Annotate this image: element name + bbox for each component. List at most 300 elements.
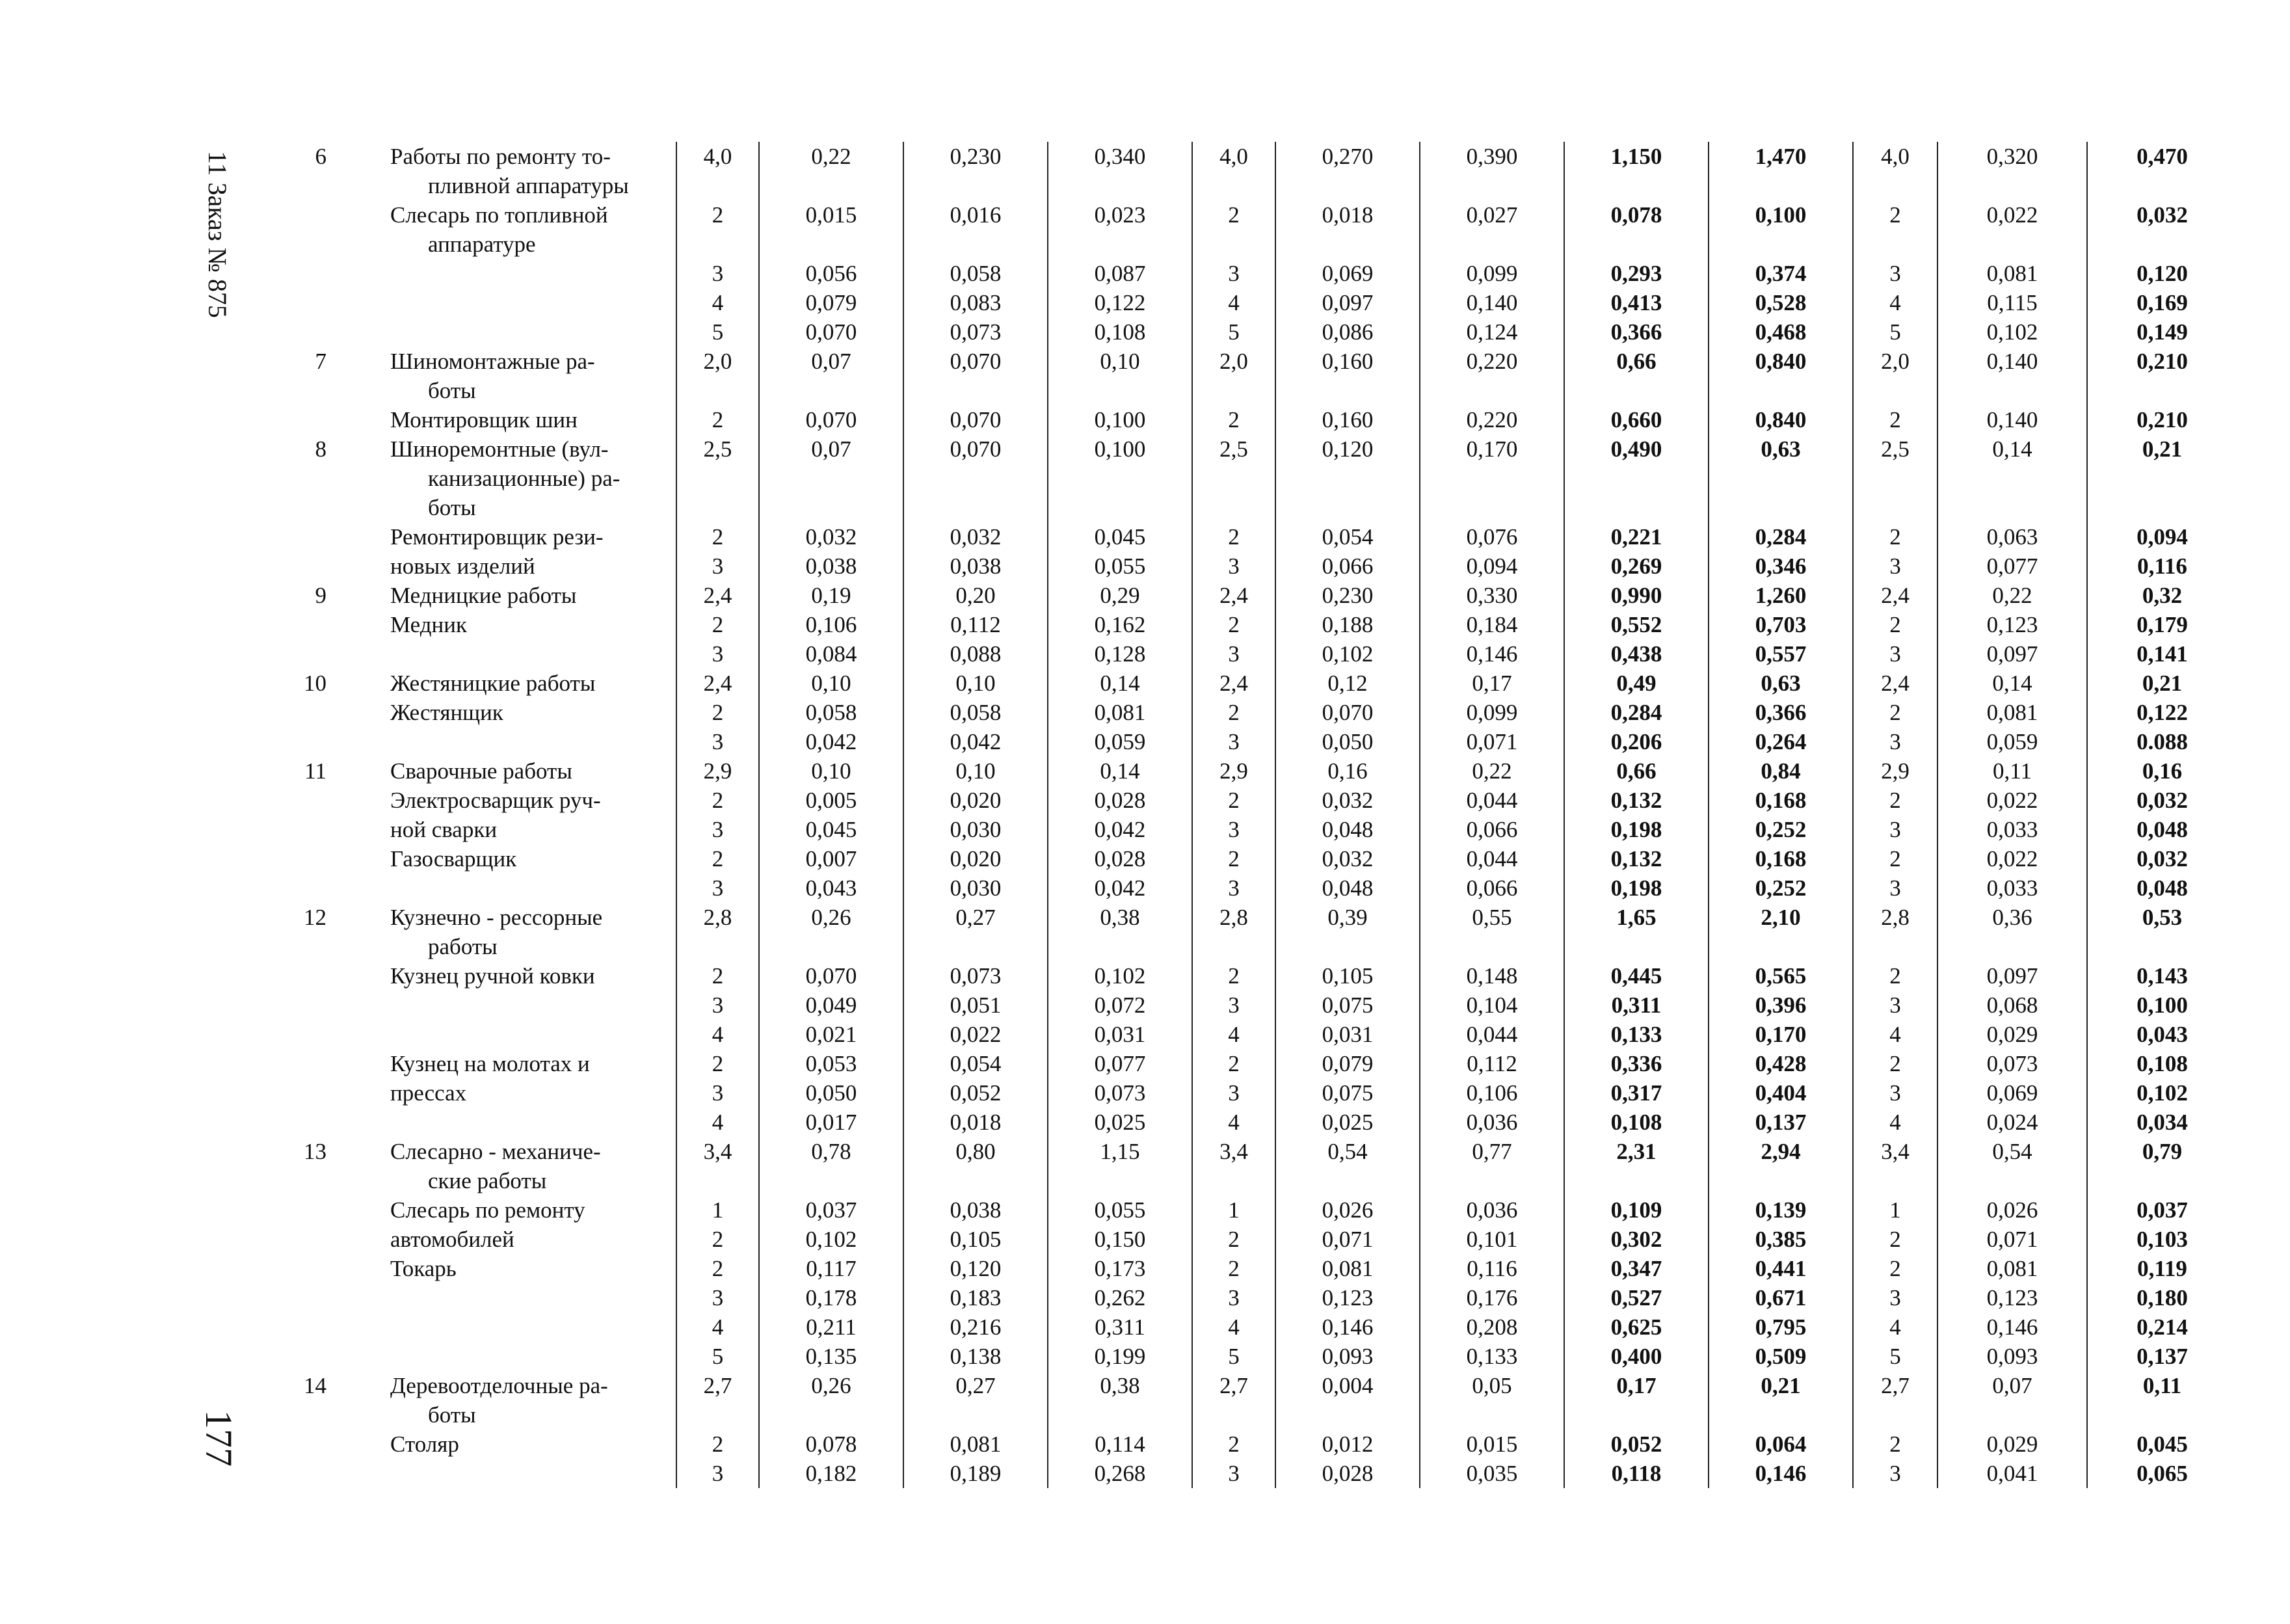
table-row	[293, 1342, 2237, 1371]
work-label	[364, 405, 676, 434]
value-cell: 3	[1192, 873, 1275, 903]
value-cell: 0,032	[903, 522, 1048, 552]
label-line: Шиноремонтные (вул-	[390, 436, 609, 462]
row-number	[293, 1108, 364, 1137]
value-cell: 0,066	[1275, 552, 1420, 581]
label-line: Жестяницкие работы	[390, 671, 596, 696]
value-cell: 2,0	[676, 347, 759, 405]
label-line: Токарь	[390, 1256, 457, 1281]
work-label	[364, 1225, 676, 1254]
value-cell: 0,270	[1275, 142, 1420, 200]
value-cell: 0,053	[759, 1049, 903, 1078]
value-cell: 0,066	[1420, 815, 1564, 844]
value-cell: 0,044	[1420, 1020, 1564, 1049]
value-cell: 0,347	[1564, 1254, 1709, 1283]
value-cell: 0,671	[1709, 1283, 1853, 1312]
value-cell: 0,199	[1048, 1342, 1192, 1371]
value-cell: 0,230	[1275, 581, 1420, 610]
value-cell: 2	[1853, 522, 1937, 552]
value-cell: 3	[676, 1459, 759, 1488]
value-cell: 3	[676, 815, 759, 844]
value-cell: 0,020	[903, 786, 1048, 815]
value-cell: 0,102	[1048, 961, 1192, 991]
value-cell: 0,116	[2137, 553, 2187, 579]
row-number	[293, 1049, 364, 1078]
value-cell: 0,39	[1275, 903, 1420, 961]
work-label	[364, 991, 676, 1020]
work-label	[364, 434, 676, 522]
label-line: работы	[428, 934, 498, 959]
value-cell: 0,032	[2137, 788, 2188, 813]
value-cell: 3	[1853, 552, 1937, 581]
table-row	[293, 1430, 2237, 1459]
value-cell: 2	[1192, 405, 1275, 434]
value-cell: 3	[1192, 991, 1275, 1020]
value-cell: 0,042	[1048, 815, 1192, 844]
value-cell: 0,022	[903, 1020, 1048, 1049]
value-cell: 3	[676, 873, 759, 903]
value-cell: 0,262	[1048, 1283, 1192, 1312]
value-cell: 0,840	[1709, 347, 1853, 405]
value-cell: 0,78	[759, 1137, 903, 1195]
value-cell: 0,124	[1420, 317, 1564, 347]
value-cell: 0,078	[1564, 200, 1709, 259]
value-cell: 0,097	[1937, 639, 2087, 669]
value-cell: 0,293	[1564, 259, 1709, 288]
value-cell: 0,05	[1420, 1371, 1564, 1430]
value-cell: 3,4	[1192, 1137, 1275, 1195]
table-row	[293, 961, 2237, 991]
value-cell: 2	[1853, 1225, 1937, 1254]
value-cell: 0,052	[903, 1078, 1048, 1108]
value-cell: 0,19	[759, 581, 903, 610]
value-cell: 0,102	[1275, 639, 1420, 669]
value-cell: 0,336	[1564, 1049, 1709, 1078]
value-cell: 0,150	[1048, 1225, 1192, 1254]
value-cell: 0,490	[1564, 434, 1709, 522]
value-cell: 0,106	[1420, 1078, 1564, 1108]
value-cell: 0,160	[1275, 347, 1420, 405]
value-cell: 3	[1192, 727, 1275, 756]
value-cell: 0,042	[1048, 873, 1192, 903]
row-number: 10	[304, 671, 326, 696]
value-cell: 1	[676, 1195, 759, 1225]
value-cell: 0,083	[903, 288, 1048, 317]
label-line: боты	[428, 378, 476, 403]
label-line: Работы по ремонту то-	[390, 144, 611, 169]
work-label	[364, 1459, 676, 1488]
value-cell: 0,366	[1709, 698, 1853, 727]
label-line: пливной аппаратуры	[428, 173, 629, 198]
value-cell: 0,183	[903, 1283, 1048, 1312]
value-cell: 2,9	[1192, 756, 1275, 786]
label-line: Кузнец на молотах и	[390, 1051, 590, 1076]
value-cell: 0,108	[1564, 1108, 1709, 1137]
value-cell: 0,037	[2137, 1197, 2188, 1223]
work-label	[364, 288, 676, 317]
label-line	[390, 727, 659, 756]
value-cell: 0,269	[1564, 552, 1709, 581]
value-cell: 0,14	[1937, 669, 2087, 698]
value-cell: 0,081	[1048, 698, 1192, 727]
value-cell: 0,072	[1048, 991, 1192, 1020]
label-line	[390, 1342, 659, 1371]
value-cell: 3	[1853, 259, 1937, 288]
value-cell: 0,366	[1564, 317, 1709, 347]
value-cell: 0,268	[1048, 1459, 1192, 1488]
table-row	[293, 347, 2237, 405]
value-cell: 0,11	[1937, 756, 2087, 786]
value-cell: 3	[1853, 815, 1937, 844]
value-cell: 2	[676, 1254, 759, 1283]
value-cell: 0,108	[2137, 1051, 2188, 1076]
value-cell: 0,073	[1048, 1078, 1192, 1108]
value-cell: 0,044	[1420, 786, 1564, 815]
value-cell: 0,087	[1048, 259, 1192, 288]
value-cell: 0,252	[1709, 873, 1853, 903]
value-cell: 0,038	[903, 552, 1048, 581]
value-cell: 0,045	[1048, 522, 1192, 552]
value-cell: 0,840	[1709, 405, 1853, 434]
value-cell: 0,100	[2137, 992, 2188, 1018]
value-cell: 0,374	[1709, 259, 1853, 288]
value-cell: 0,032	[2137, 846, 2188, 872]
value-cell: 0,11	[2142, 1373, 2182, 1398]
value-cell: 2	[1192, 200, 1275, 259]
value-cell: 3	[1853, 991, 1937, 1020]
value-cell: 0,16	[1275, 756, 1420, 786]
value-cell: 0,625	[1564, 1312, 1709, 1342]
value-cell: 3	[1853, 727, 1937, 756]
value-cell: 0,214	[2137, 1314, 2188, 1340]
value-cell: 0,385	[1709, 1225, 1853, 1254]
value-cell: 0,031	[1048, 1020, 1192, 1049]
work-label	[364, 1430, 676, 1459]
table-row	[293, 142, 2237, 200]
value-cell: 0,094	[1420, 552, 1564, 581]
value-cell: 0,033	[1937, 815, 2087, 844]
value-cell: 0,230	[903, 142, 1048, 200]
value-cell: 4	[1853, 1108, 1937, 1137]
value-cell: 2	[676, 786, 759, 815]
value-cell: 0,097	[1937, 961, 2087, 991]
value-cell: 3	[676, 552, 759, 581]
value-cell: 3	[1192, 639, 1275, 669]
value-cell: 0,102	[1937, 317, 2087, 347]
value-cell: 1	[1192, 1195, 1275, 1225]
value-cell: 0,22	[759, 142, 903, 200]
table-row	[293, 991, 2237, 1020]
value-cell: 0,055	[1048, 1195, 1192, 1225]
value-cell: 0,105	[1275, 961, 1420, 991]
value-cell: 2,4	[1853, 669, 1937, 698]
value-cell: 4	[1192, 288, 1275, 317]
value-cell: 0,070	[903, 434, 1048, 522]
label-line	[390, 1459, 659, 1488]
label-line: Медник	[390, 612, 468, 637]
table-row	[293, 669, 2237, 698]
value-cell: 2	[676, 961, 759, 991]
value-cell: 0,445	[1564, 961, 1709, 991]
value-cell: 4	[1853, 288, 1937, 317]
norms-table	[293, 142, 2237, 1488]
value-cell: 0,036	[1420, 1195, 1564, 1225]
value-cell: 0,069	[1275, 259, 1420, 288]
value-cell: 4,0	[1192, 142, 1275, 200]
label-line: Электросварщик руч-	[390, 788, 601, 813]
value-cell: 0,21	[2142, 436, 2183, 462]
value-cell: 0,064	[1709, 1430, 1853, 1459]
label-line: Монтировщик шин	[390, 407, 578, 433]
value-cell: 0,162	[1048, 610, 1192, 639]
value-cell: 3	[1853, 1078, 1937, 1108]
value-cell: 1,15	[1048, 1137, 1192, 1195]
value-cell: 0,138	[903, 1342, 1048, 1371]
value-cell: 0,340	[1048, 142, 1192, 200]
value-cell: 2	[1853, 200, 1937, 259]
value-cell: 0,311	[1564, 991, 1709, 1020]
value-cell: 0,018	[1275, 200, 1420, 259]
value-cell: 2,94	[1709, 1137, 1853, 1195]
value-cell: 2	[1853, 698, 1937, 727]
value-cell: 0,069	[1937, 1078, 2087, 1108]
value-cell: 0,030	[903, 873, 1048, 903]
value-cell: 0,120	[903, 1254, 1048, 1283]
value-cell: 4	[1853, 1020, 1937, 1049]
value-cell: 0,030	[903, 815, 1048, 844]
value-cell: 3	[1853, 1459, 1937, 1488]
table-row	[293, 317, 2237, 347]
value-cell: 2	[1192, 1225, 1275, 1254]
row-number: 11	[304, 758, 326, 784]
value-cell: 0,104	[1420, 991, 1564, 1020]
value-cell: 0,132	[1564, 844, 1709, 873]
value-cell: 0,198	[1564, 873, 1709, 903]
value-cell: 0,063	[1937, 522, 2087, 552]
value-cell: 3	[676, 639, 759, 669]
value-cell: 0,509	[1709, 1342, 1853, 1371]
value-cell: 0,066	[1420, 873, 1564, 903]
value-cell: 0,10	[759, 669, 903, 698]
value-cell: 0,032	[1275, 786, 1420, 815]
value-cell: 0,400	[1564, 1342, 1709, 1371]
value-cell: 0,050	[759, 1078, 903, 1108]
value-cell: 0,079	[1275, 1049, 1420, 1078]
value-cell: 1,470	[1709, 142, 1853, 200]
value-cell: 0,10	[903, 756, 1048, 786]
value-cell: 5	[1853, 1342, 1937, 1371]
value-cell: 2	[1192, 610, 1275, 639]
work-label	[364, 756, 676, 786]
value-cell: 3,4	[1853, 1137, 1937, 1195]
value-cell: 0,428	[1709, 1049, 1853, 1078]
value-cell: 0,120	[2137, 261, 2188, 286]
value-cell: 2	[676, 1430, 759, 1459]
value-cell: 0,10	[903, 669, 1048, 698]
label-line: Слесарно - механиче-	[390, 1139, 601, 1164]
value-cell: 0,140	[1420, 288, 1564, 317]
value-cell: 2,4	[1192, 669, 1275, 698]
value-cell: 0,32	[2142, 583, 2183, 608]
value-cell: 2	[1192, 1254, 1275, 1283]
value-cell: 0,128	[1048, 639, 1192, 669]
value-cell: 0,146	[1275, 1312, 1420, 1342]
table-row	[293, 1078, 2237, 1108]
row-number	[293, 610, 364, 639]
value-cell: 0,14	[1048, 669, 1192, 698]
value-cell: 0,21	[1709, 1371, 1853, 1430]
row-number	[293, 1430, 364, 1459]
value-cell: 4	[676, 1108, 759, 1137]
value-cell: 0,22	[1937, 581, 2087, 610]
value-cell: 0,028	[1048, 786, 1192, 815]
value-cell: 0,179	[2137, 612, 2188, 637]
value-cell: 0,63	[1709, 434, 1853, 522]
value-cell: 2	[1192, 786, 1275, 815]
table-row	[293, 1312, 2237, 1342]
row-number	[293, 288, 364, 317]
value-cell: 0,84	[1709, 756, 1853, 786]
value-cell: 4	[676, 288, 759, 317]
value-cell: 0,086	[1275, 317, 1420, 347]
value-cell: 0,065	[2137, 1461, 2188, 1486]
value-cell: 0,990	[1564, 581, 1709, 610]
value-cell: 0,042	[759, 727, 903, 756]
row-number: 12	[304, 905, 326, 930]
table-row	[293, 1254, 2237, 1283]
value-cell: 2	[1192, 1049, 1275, 1078]
value-cell: 0,026	[1275, 1195, 1420, 1225]
table-row	[293, 552, 2237, 581]
value-cell: 0,022	[1937, 844, 2087, 873]
value-cell: 0,058	[903, 698, 1048, 727]
work-label	[364, 669, 676, 698]
value-cell: 0,071	[1275, 1225, 1420, 1254]
value-cell: 0,133	[1564, 1020, 1709, 1049]
value-cell: 0,77	[1420, 1137, 1564, 1195]
value-cell: 3	[676, 991, 759, 1020]
value-cell: 0,033	[1937, 873, 2087, 903]
value-cell: 0,025	[1275, 1108, 1420, 1137]
value-cell: 0,081	[1937, 259, 2087, 288]
value-cell: 0,084	[759, 639, 903, 669]
value-cell: 3	[676, 259, 759, 288]
value-cell: 0,143	[2137, 963, 2188, 989]
table-row	[293, 259, 2237, 288]
value-cell: 0,081	[1937, 1254, 2087, 1283]
work-label	[364, 259, 676, 288]
value-cell: 0,133	[1420, 1342, 1564, 1371]
value-cell: 0,054	[1275, 522, 1420, 552]
value-cell: 0,007	[759, 844, 903, 873]
work-label	[364, 844, 676, 873]
value-cell: 2,7	[1192, 1371, 1275, 1430]
value-cell: 0,132	[1564, 786, 1709, 815]
value-cell: 0,07	[759, 434, 903, 522]
value-cell: 0,54	[1937, 1137, 2087, 1195]
work-label	[364, 727, 676, 756]
value-cell: 0,252	[1709, 815, 1853, 844]
value-cell: 3	[1192, 1283, 1275, 1312]
row-number	[293, 991, 364, 1020]
value-cell: 2	[676, 844, 759, 873]
value-cell: 2	[1853, 1049, 1937, 1078]
row-number	[293, 815, 364, 844]
value-cell: 4	[1192, 1108, 1275, 1137]
value-cell: 2,9	[676, 756, 759, 786]
value-cell: 0,016	[903, 200, 1048, 259]
row-number: 8	[315, 436, 326, 462]
value-cell: 0,048	[1275, 815, 1420, 844]
value-cell: 4,0	[1853, 142, 1937, 200]
value-cell: 0,032	[2137, 202, 2188, 228]
work-label	[364, 1020, 676, 1049]
row-number	[293, 1342, 364, 1371]
label-line: ские работы	[428, 1168, 547, 1193]
label-line: Шиномонтажные ра-	[390, 349, 595, 374]
label-line: ной сварки	[390, 817, 498, 842]
work-label	[364, 786, 676, 815]
table-row	[293, 434, 2237, 522]
value-cell: 0,16	[2142, 758, 2183, 784]
value-cell: 0,66	[1564, 756, 1709, 786]
value-cell: 0,413	[1564, 288, 1709, 317]
value-cell: 0,004	[1275, 1371, 1420, 1430]
value-cell: 0,557	[1709, 639, 1853, 669]
value-cell: 0,005	[759, 786, 903, 815]
value-cell: 4	[1853, 1312, 1937, 1342]
work-label	[364, 522, 676, 552]
label-line: канизационные) ра-	[428, 466, 620, 491]
value-cell: 0,54	[1275, 1137, 1420, 1195]
value-cell: 0,198	[1564, 815, 1709, 844]
value-cell: 0,071	[1420, 727, 1564, 756]
work-label	[364, 815, 676, 844]
table-row	[293, 1108, 2237, 1137]
label-line: новых изделий	[390, 553, 535, 579]
value-cell: 2	[1853, 786, 1937, 815]
value-cell: 0,071	[1937, 1225, 2087, 1254]
value-cell: 0,26	[759, 1371, 903, 1430]
value-cell: 0,07	[759, 347, 903, 405]
value-cell: 0,070	[1275, 698, 1420, 727]
value-cell: 0,27	[903, 1371, 1048, 1430]
row-number	[293, 1020, 364, 1049]
value-cell: 0,020	[903, 844, 1048, 873]
table-row	[293, 639, 2237, 669]
value-cell: 0,059	[1048, 727, 1192, 756]
value-cell: 0,149	[2137, 319, 2188, 345]
value-cell: 0,027	[1420, 200, 1564, 259]
value-cell: 0,208	[1420, 1312, 1564, 1342]
table-row	[293, 288, 2237, 317]
value-cell: 2	[676, 405, 759, 434]
value-cell: 0,048	[2137, 875, 2188, 901]
value-cell: 0,078	[759, 1430, 903, 1459]
value-cell: 0,182	[759, 1459, 903, 1488]
value-cell: 2,8	[1853, 903, 1937, 961]
value-cell: 0,017	[759, 1108, 903, 1137]
label-line: автомобилей	[390, 1227, 514, 1252]
value-cell: 3	[1192, 259, 1275, 288]
value-cell: 0,17	[1420, 669, 1564, 698]
label-line	[390, 1020, 659, 1049]
value-cell: 0,189	[903, 1459, 1048, 1488]
label-line: Газосварщик	[390, 846, 517, 872]
value-cell: 0,070	[759, 961, 903, 991]
value-cell: 0,112	[1420, 1049, 1564, 1078]
value-cell: 0,168	[1709, 786, 1853, 815]
